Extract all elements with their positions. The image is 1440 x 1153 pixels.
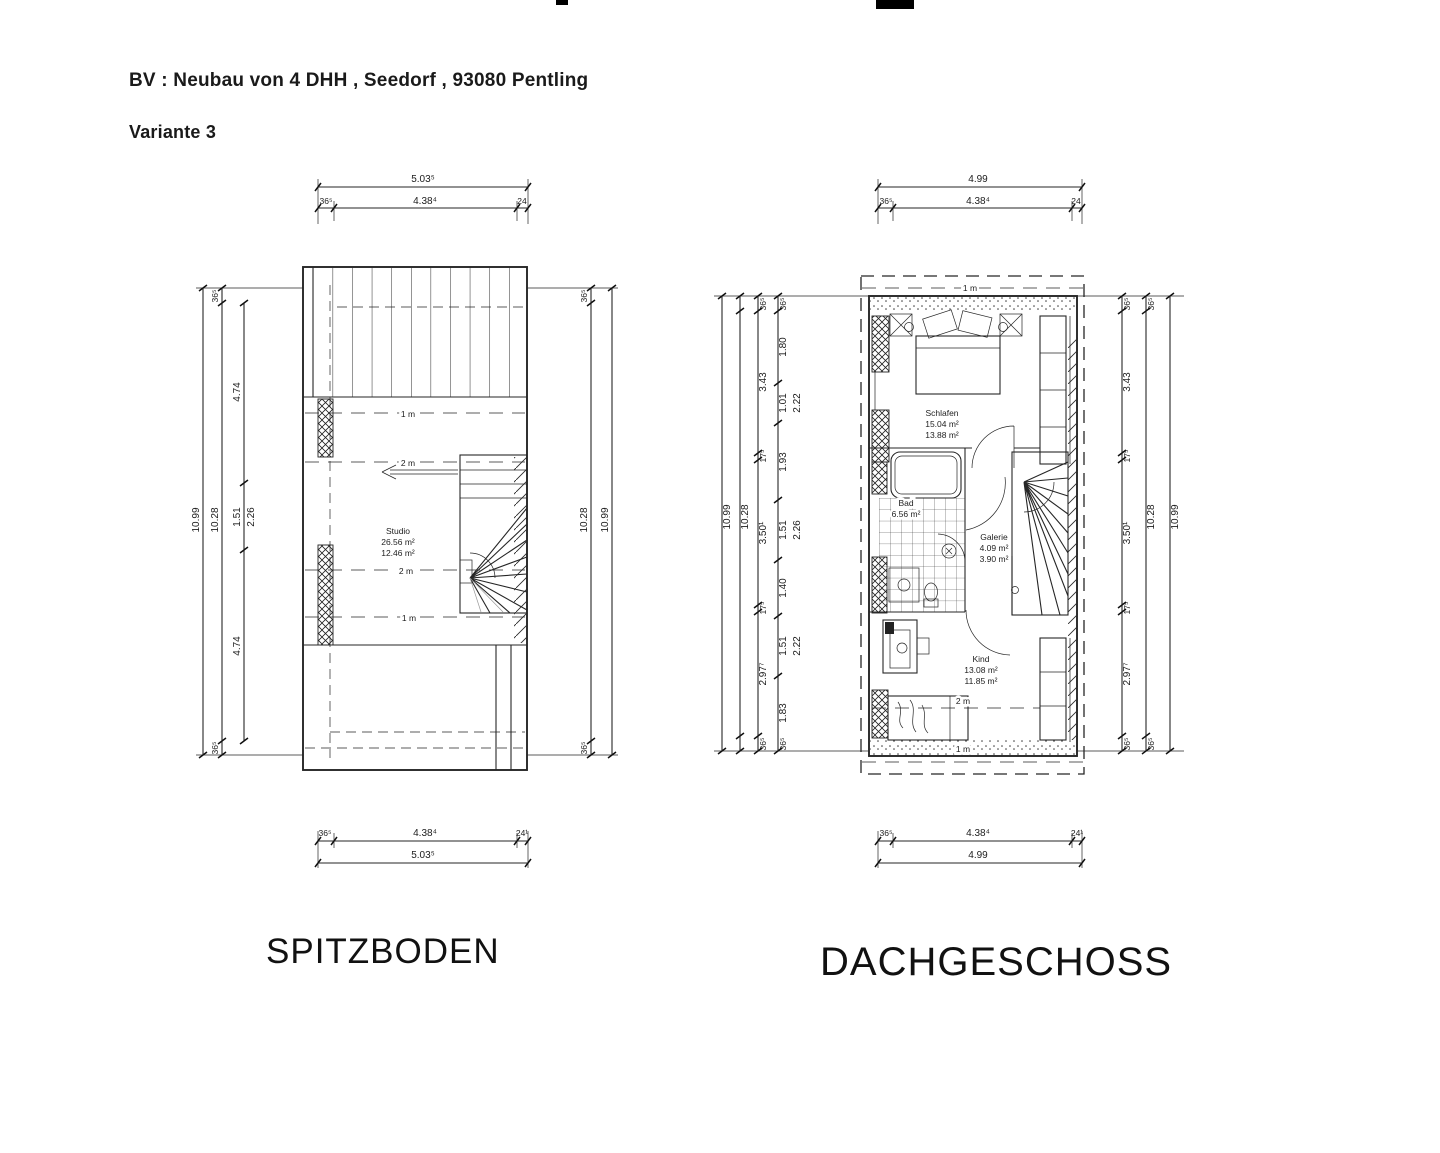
dim-label: 17⁵ [758, 601, 768, 615]
dim-label: 36⁵ [758, 297, 768, 311]
roof-slope-hatch [514, 457, 527, 643]
dim-label: 10.99 [1170, 504, 1181, 530]
dim-label: 2.97⁷ [1122, 662, 1133, 686]
dim-label: 3.50¹ [758, 521, 769, 545]
room-name: Studio [385, 526, 411, 536]
dim-label: 4.99 [968, 174, 988, 185]
dim-label: 1.40 [778, 578, 789, 598]
spitzboden-dim-bottom [315, 828, 531, 868]
dim-label: 10.28 [579, 507, 590, 533]
dim-label: 4.38⁴ [966, 196, 990, 207]
wall-stipple [869, 296, 1077, 312]
room-area: 13.08 m² [964, 665, 998, 675]
dim-label: 24 [517, 196, 527, 206]
room-area: 4.09 m² [979, 543, 1009, 553]
room-bad [869, 448, 965, 613]
height-line-label: 1 m [955, 744, 971, 754]
spitzboden-dim-right [527, 285, 618, 758]
dachgeschoss-dim-left [714, 293, 869, 754]
dim-label: 2.26 [246, 507, 257, 527]
dim-label: 1.51 [778, 520, 789, 540]
dim-label: 36⁵ [579, 289, 589, 303]
height-line-label: 1 m [401, 613, 417, 623]
plan-title-dachgeschoss: DACHGESCHOSS [820, 940, 1173, 984]
dim-label: 17⁵ [1122, 449, 1132, 463]
height-line-label: 2 m [400, 458, 416, 468]
chimney-hatch [318, 545, 333, 645]
dim-label: 10.99 [600, 507, 611, 533]
wall-hatch [872, 462, 887, 494]
dim-label: 3.43 [758, 372, 769, 392]
dim-label: 2.97⁷ [758, 662, 769, 686]
dachgeschoss-dim-bottom [875, 828, 1085, 868]
dim-label: 36⁵ [758, 737, 768, 751]
dim-label: 1.93 [778, 452, 789, 472]
project-title: BV : Neubau von 4 DHH , Seedorf , 93080 Pentling [129, 70, 589, 91]
dim-label: 17⁵ [1122, 601, 1132, 615]
nightstand [999, 314, 1023, 336]
stair-spiral [1012, 452, 1069, 615]
dim-label: 36⁵ [879, 196, 893, 206]
door-swing [966, 610, 1010, 655]
spitzboden-dim-left [191, 285, 303, 758]
wall-hatch [872, 316, 889, 372]
dim-label: 36⁵ [319, 196, 333, 206]
bed-double [916, 310, 1000, 394]
dim-label: 10.28 [740, 504, 751, 530]
dim-label: 4.74 [232, 382, 243, 402]
dachgeschoss-body [861, 276, 1084, 774]
dim-label: 36⁵ [778, 737, 788, 751]
dim-label: 5.03⁵ [411, 850, 435, 861]
height-line-label: 2 m [398, 566, 414, 576]
room-area: 3.90 m² [979, 554, 1009, 564]
dim-label: 36⁵ [1122, 297, 1132, 311]
room-name: Galerie [980, 532, 1008, 542]
nightstand [890, 314, 914, 336]
height-line-label: 1 m [962, 283, 978, 293]
dim-label: 2.26 [792, 520, 803, 540]
dim-label: 36⁵ [879, 828, 893, 838]
room-area: 13.88 m² [925, 430, 959, 440]
dim-label: 5.03⁵ [411, 174, 435, 185]
wardrobe [1040, 316, 1070, 464]
dim-label: 4.38⁴ [413, 828, 437, 839]
room-galerie [966, 452, 1068, 615]
spitzboden-dim-top [315, 174, 531, 224]
roof-slope-hatch [1068, 336, 1078, 740]
dim-label: 24¹ [515, 828, 529, 838]
dim-label: 36⁵ [1146, 737, 1156, 751]
dim-label: 24 [1071, 196, 1081, 206]
room-label-studio [381, 526, 415, 558]
dim-label: 1.51 [232, 507, 243, 527]
dim-label: 2.22 [792, 636, 803, 656]
room-area: 6.56 m² [891, 509, 921, 519]
room-area: 12.46 m² [381, 548, 415, 558]
dim-label: 10.28 [210, 507, 221, 533]
variant-label: Variante 3 [129, 122, 217, 142]
spitzboden-body [303, 267, 527, 770]
door-swing [966, 477, 1005, 530]
dim-label: 24¹ [1070, 828, 1084, 838]
dim-label: 36⁵ [579, 741, 589, 755]
dim-label: 4.38⁴ [966, 828, 990, 839]
dim-label: 36⁵ [210, 741, 220, 755]
pillow [923, 310, 958, 338]
rafter-hatch [313, 267, 527, 397]
dim-label: 4.99 [968, 850, 988, 861]
spitzboden-plan [191, 174, 618, 868]
dim-label: 10.99 [722, 504, 733, 530]
height-line-label: 2 m [955, 696, 971, 706]
room-area: 11.85 m² [964, 676, 998, 686]
door-swing [972, 426, 1014, 468]
dim-label: 10.28 [1146, 504, 1157, 530]
dim-label: 1.01 [778, 393, 789, 413]
dim-label: 36⁵ [210, 289, 220, 303]
dim-label: 36⁵ [1122, 737, 1132, 751]
pillow [958, 311, 992, 338]
room-name: Schlafen [925, 408, 959, 418]
room-area: 26.56 m² [381, 537, 415, 547]
dim-label: 1.80 [778, 337, 789, 357]
dim-label: 17⁵ [758, 449, 768, 463]
bathtub [891, 452, 961, 498]
dim-label: 1.83 [778, 703, 789, 723]
room-schlafen [869, 310, 1070, 468]
dim-label: 3.50¹ [1122, 521, 1133, 545]
person-sketch [898, 700, 928, 733]
dachgeschoss-dim-right [1077, 293, 1184, 754]
dim-label: 36⁵ [318, 828, 332, 838]
dim-label: 4.74 [232, 636, 243, 656]
dim-label: 3.43 [1122, 372, 1133, 392]
chimney-hatch [318, 399, 333, 457]
dim-label: 36⁵ [778, 297, 788, 311]
room-area: 15.04 m² [925, 419, 959, 429]
dachgeschoss-dim-top [875, 174, 1085, 224]
room-name: Bad [898, 498, 914, 508]
dim-label: 4.38⁴ [413, 196, 437, 207]
dim-label: 36⁵ [1146, 297, 1156, 311]
dim-label: 2.22 [792, 393, 803, 413]
wardrobe [1040, 638, 1070, 740]
stair-direction-arrow [382, 465, 458, 479]
dim-label: 1.51 [778, 636, 789, 656]
wall-hatch [872, 690, 888, 738]
room-kind [872, 610, 1070, 740]
desk [883, 620, 929, 673]
dachgeschoss-plan [714, 174, 1184, 868]
height-line-label: 1 m [400, 409, 416, 419]
plan-title-spitzboden: SPITZBODEN [266, 932, 500, 971]
wall-hatch [872, 410, 889, 462]
wall-stipple [869, 740, 1077, 756]
dim-label: 10.99 [191, 507, 202, 533]
room-name: Kind [972, 654, 990, 664]
